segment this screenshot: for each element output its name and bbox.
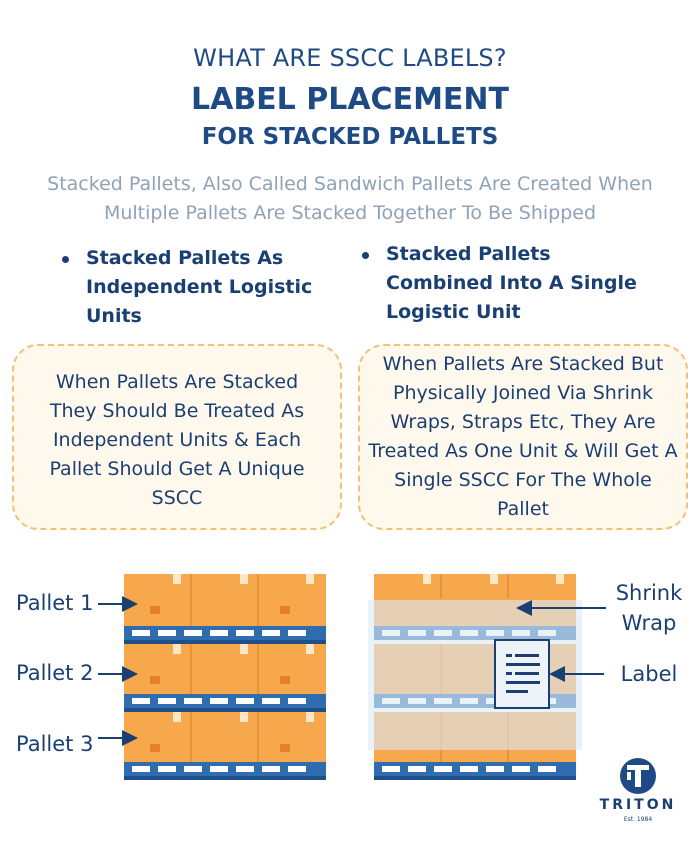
page-title: LABEL PLACEMENT — [190, 82, 509, 117]
pallet-label-2: Pallet 2 — [16, 661, 94, 685]
intro-text: Stacked Pallets, Also Called Sandwich Pallets Are Created When Multiple Pallets Are Stacked Together To Be Shipped — [47, 173, 653, 224]
independent-units-description: When Pallets Are Stacked They Should Be Treated As Independent Units & Each Pallet Should Get A Unique SSCC — [12, 344, 342, 530]
pallet-label-3: Pallet 3 — [16, 732, 94, 756]
label-callout: Label — [620, 662, 678, 686]
logo-established: Est. 1984 — [623, 816, 653, 823]
pallet-1 — [124, 574, 326, 644]
bullet-text: Stacked Pallets As Independent Logistic Units — [86, 247, 313, 327]
sscc-label-icon — [495, 640, 549, 708]
bullet-dot-icon — [362, 252, 369, 259]
independent-pallet-stack — [124, 574, 326, 780]
shrink-wrap-label-line1: Shrink — [615, 581, 683, 605]
shrink-wrap-label-line2: Wrap — [621, 611, 677, 635]
bullet-dot-icon — [62, 256, 69, 263]
bullet-text: Stacked Pallets Combined Into A Single Logistic Unit — [386, 243, 637, 323]
pallet-label-1: Pallet 1 — [16, 591, 94, 615]
triton-t-icon — [620, 758, 656, 794]
pallet-2 — [124, 644, 326, 712]
pallet-diagram — [0, 560, 700, 800]
kicker-heading: WHAT ARE SSCC LABELS? — [193, 44, 507, 72]
pallet-3 — [124, 712, 326, 780]
triton-logo-text: TRITON — [599, 797, 677, 813]
page-subtitle: FOR STACKED PALLETS — [201, 124, 499, 150]
single-unit-description: When Pallets Are Stacked But Physically Joined Via Shrink Wraps, Straps Etc, They Are Treated As One Unit & Will Get A Single SSCC For The Whole Pallet — [358, 344, 688, 530]
